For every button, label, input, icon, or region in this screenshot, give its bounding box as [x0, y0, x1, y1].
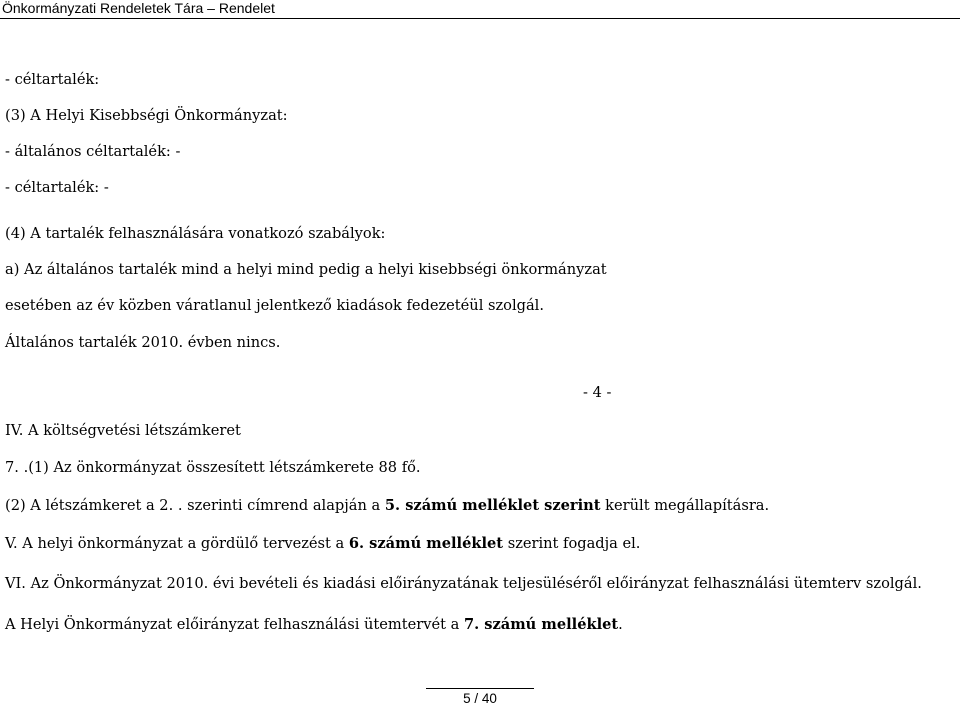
text-run: . [618, 616, 623, 633]
document-header [0, 0, 960, 19]
text-run: került megállapításra. [600, 497, 770, 514]
page-marker: - 4 - [583, 384, 612, 401]
text-line: - általános céltartalék: - [5, 143, 181, 160]
text-line: (4) A tartalék felhasználására vonatkozó szabályok: [5, 225, 386, 242]
text-run: A Helyi Önkormányzat előirányzat felhasználási ütemtervét a [5, 616, 464, 633]
text-line: a) Az általános tartalék mind a helyi mind pedig a helyi kisebbségi önkormányzat [5, 261, 607, 278]
text-line: Általános tartalék 2010. évben nincs. [5, 334, 281, 351]
text-line [5, 497, 769, 515]
text-run: V. A helyi önkormányzat a gördülő tervezést a [5, 535, 349, 552]
text-line: (3) A Helyi Kisebbségi Önkormányzat: [5, 107, 288, 124]
text-run: (2) A létszámkeret a 2. . szerinti címrend alapján a [5, 497, 385, 514]
text-run: szerint fogadja el. [503, 535, 641, 552]
annex-reference: 7. számú melléklet [463, 616, 619, 633]
page-counter [0, 691, 960, 706]
text-line [5, 616, 623, 634]
page-counter-text: 5 / 40 [463, 691, 497, 706]
footer-divider [426, 688, 534, 689]
header-title: Önkormányzati Rendeletek Tára – Rendelet [2, 0, 275, 16]
annex-reference: 6. számú melléklet [348, 535, 504, 552]
annex-reference: 5. számú melléklet szerint [384, 497, 601, 514]
section-heading: IV. A költségvetési létszámkeret [5, 422, 241, 439]
text-line [5, 535, 640, 553]
text-line: VI. Az Önkormányzat 2010. évi bevételi és kiadási előirányzatának teljesüléséről előirányzat felhasználási ütemterv szolgál. [5, 575, 922, 592]
text-line: 7. .(1) Az önkormányzat összesített létszámkerete 88 fő. [5, 459, 421, 476]
text-line: - céltartalék: - [5, 179, 109, 196]
text-line: esetében az év közben váratlanul jelentkező kiadások fedezetéül szolgál. [5, 297, 544, 314]
text-line: - céltartalék: [5, 71, 100, 88]
